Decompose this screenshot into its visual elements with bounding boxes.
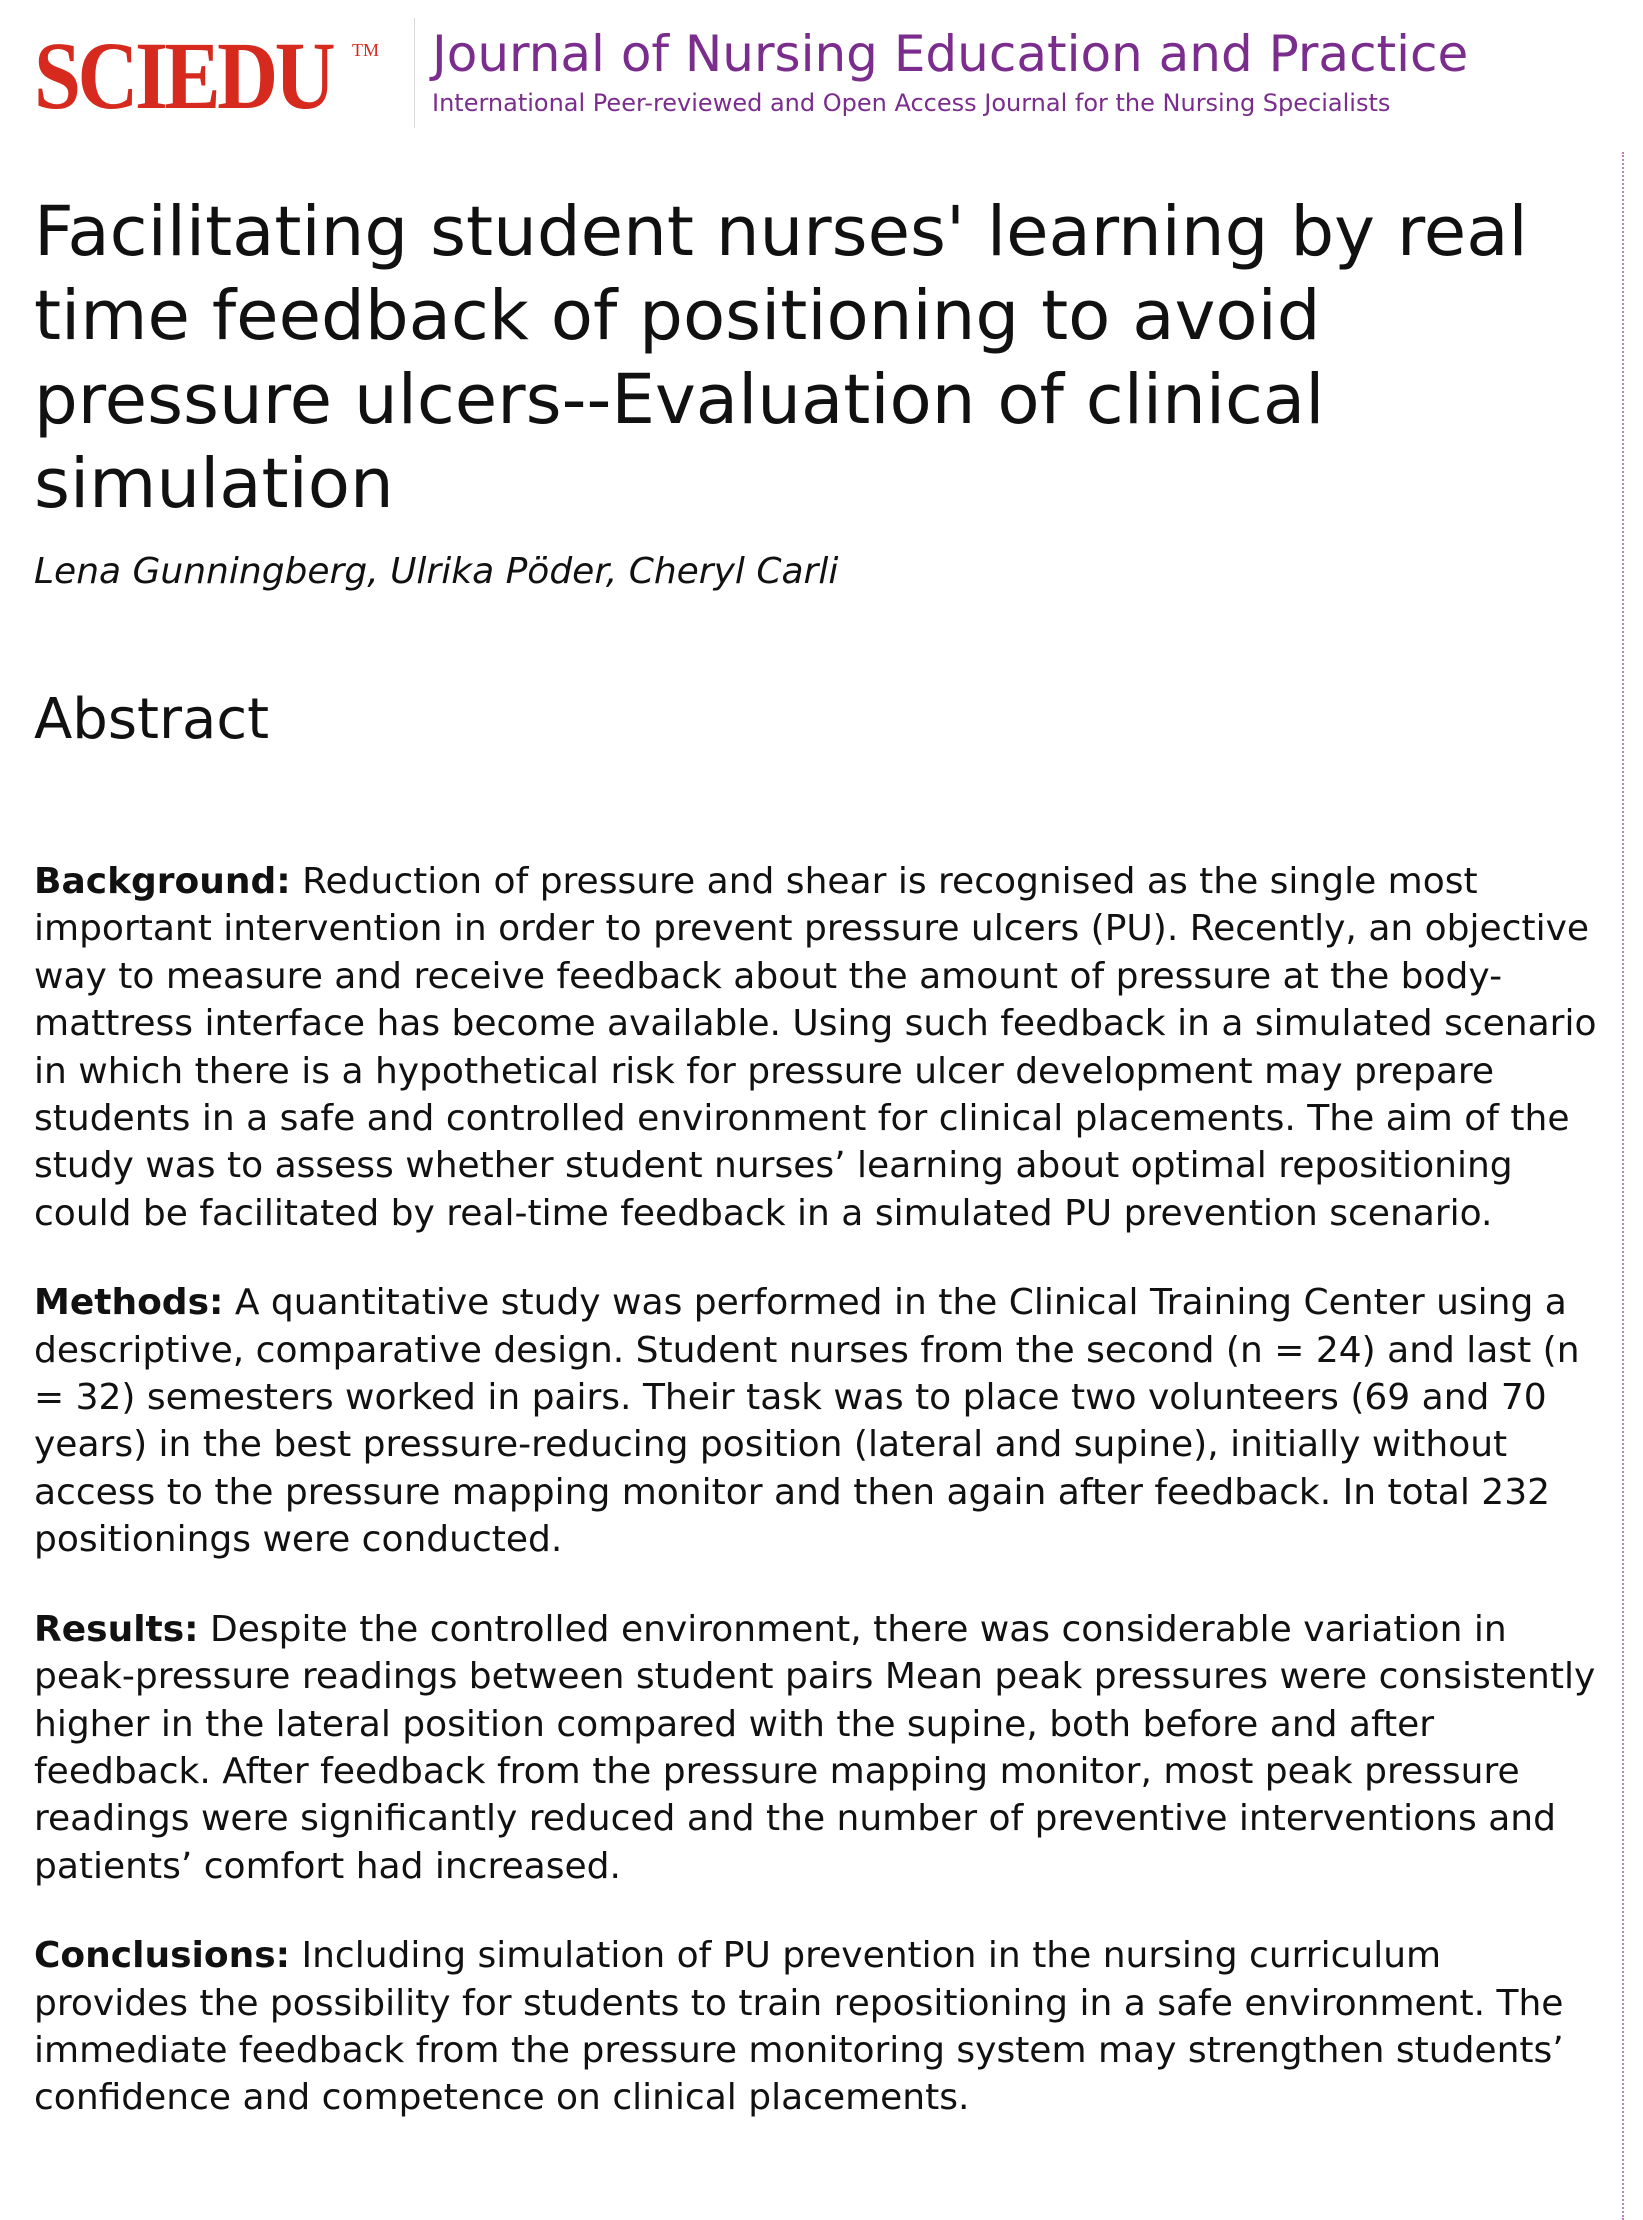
article-body <box>34 190 1604 2164</box>
abstract-results <box>34 1606 1604 1890</box>
article-title: Facilitating student nurses' learning by real time feedback of positioning to avoid pressure ulcers--Evaluation of clinical simulation <box>34 192 1528 524</box>
section-label-methods: Methods: <box>34 1282 224 1324</box>
logo-wordmark: SCIEDU <box>34 22 333 129</box>
abstract-conclusions <box>34 1932 1604 2122</box>
header-divider <box>414 18 415 128</box>
sciedu-logo[interactable] <box>34 22 379 129</box>
abstract-methods <box>34 1279 1604 1563</box>
journal-subtitle: International Peer-reviewed and Open Access Journal for the Nursing Specialists <box>432 89 1391 117</box>
section-label-conclusions: Conclusions: <box>34 1935 291 1977</box>
logo-trademark: TM <box>352 40 379 60</box>
article-authors: Lena Gunningberg, Ulrika Pöder, Cheryl Carli <box>34 551 839 592</box>
section-text-results: Despite the controlled environment, there was considerable variation in peak-pressure readings between student pairs Mean peak pressures were consistently higher in the lateral position compared with the supine, both before and after feedback. After feedback from the pressure mapping monitor, most peak pressure readings were significantly reduced and the number of preventive interventions and patients’ comfort had increased. <box>34 1608 1596 1887</box>
journal-header <box>34 18 1594 128</box>
abstract-sections <box>34 858 1604 2122</box>
abstract-background <box>34 858 1604 1237</box>
right-dotted-rule <box>1622 152 1624 2220</box>
journal-title[interactable]: Journal of Nursing Education and Practice <box>432 25 1469 83</box>
section-text-conclusions: Including simulation of PU prevention in the nursing curriculum provides the possibility for students to train repositioning in a safe environment. The immediate feedback from the pressure monitoring system may strengthen students’ confidence and competence on clinical placements. <box>34 1935 1564 2119</box>
section-label-background: Background: <box>34 861 291 902</box>
section-text-background: Reduction of pressure and shear is recognised as the single most important intervention in order to prevent pressure ulcers (PU). Recently, an objective way to measure and receive feedback about the amount of pressure at the body-mattress interface has become available. Using such feedback in a simulated scenario in which there is a hypothetical risk for pressure ulcer development may prepare students in a safe and controlled environment for clinical placements. The aim of the study was to assess whether student nurses’ learning about optimal repositioning could be facilitated by real-time feedback in a simulated PU prevention scenario. <box>34 861 1597 1234</box>
section-label-results: Results: <box>34 1608 199 1650</box>
section-text-methods: A quantitative study was performed in the Clinical Training Center using a descriptive, comparative design. Student nurses from the second (n = 24) and last (n = 32) semesters worked in pairs. Their task was to place two volunteers (69 and 70 years) in the best pressure-reducing position (lateral and supine), initially without access to the pressure mapping monitor and then again after feedback. In total 232 positionings were conducted. <box>34 1282 1580 1561</box>
abstract-heading: Abstract <box>34 687 270 752</box>
